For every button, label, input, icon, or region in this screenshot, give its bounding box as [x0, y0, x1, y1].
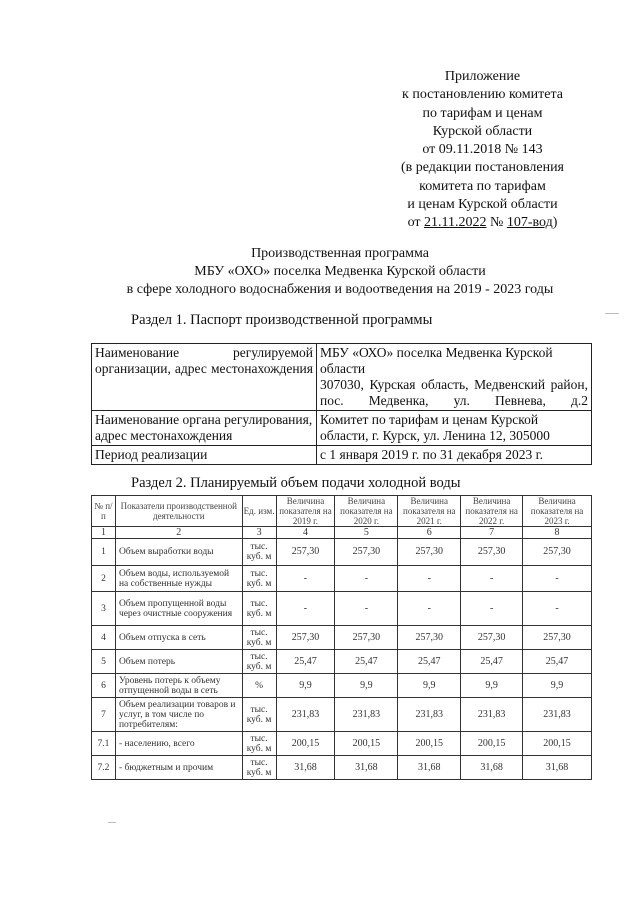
- row-value: -: [335, 592, 398, 626]
- row-unit: %: [242, 674, 276, 698]
- row-value: 231,83: [523, 698, 592, 732]
- row-number: 3: [92, 592, 116, 626]
- row-value: 25,47: [523, 650, 592, 674]
- row-name: Объем отпуска в сеть: [115, 626, 242, 650]
- row-value: 31,68: [276, 756, 335, 780]
- row-name: - населению, всего: [115, 732, 242, 756]
- row-name: - бюджетным и прочим: [115, 756, 242, 780]
- row-value: -: [461, 592, 523, 626]
- column-header: Величина показателя на 2020 г.: [335, 496, 398, 527]
- row-value: 231,83: [398, 698, 461, 732]
- passport-label: Наименование регулируемой организации, адрес местонахождения: [92, 344, 317, 411]
- column-header: Величина показателя на 2023 г.: [523, 496, 592, 527]
- row-number: 4: [92, 626, 116, 650]
- row-value: 31,68: [523, 756, 592, 780]
- row-value: 200,15: [335, 732, 398, 756]
- row-value: 9,9: [523, 674, 592, 698]
- appendix-line: комитета по тарифам: [419, 178, 546, 194]
- row-name: Уровень потерь к объему отпущенной воды в сеть: [115, 674, 242, 698]
- title-line: в сфере холодного водоснабжения и водоотведения на 2019 - 2023 годы: [126, 282, 554, 297]
- table-row: [92, 732, 592, 756]
- appendix-line-edition: от 21.11.2022 № 107-вод): [407, 215, 558, 231]
- column-index: 8: [523, 527, 592, 539]
- row-number: 5: [92, 650, 116, 674]
- appendix-line: Приложение: [444, 69, 521, 84]
- row-value: 257,30: [523, 626, 592, 650]
- row-value: 231,83: [461, 698, 523, 732]
- appendix-line: по тарифам и ценам: [422, 105, 543, 121]
- row-value: 9,9: [335, 674, 398, 698]
- edition-number: 107-вод: [506, 215, 553, 231]
- row-number: 7.1: [92, 732, 116, 756]
- column-index: 2: [115, 527, 242, 539]
- appendix-block: [380, 68, 585, 233]
- table-row: [92, 446, 592, 465]
- column-header: Ед. изм.: [242, 496, 276, 527]
- scan-mark: [108, 822, 116, 823]
- row-value: 31,68: [461, 756, 523, 780]
- passport-label: Период реализации: [92, 446, 317, 465]
- row-value: -: [523, 566, 592, 592]
- table-row: [92, 344, 592, 411]
- row-value: 25,47: [461, 650, 523, 674]
- row-name: Объем воды, используемой на собственные нужды: [115, 566, 242, 592]
- row-unit: тыс. куб. м: [242, 756, 276, 780]
- passport-table: [91, 343, 592, 465]
- row-value: -: [461, 566, 523, 592]
- column-index: 3: [242, 527, 276, 539]
- row-value: 200,15: [276, 732, 335, 756]
- row-unit: тыс. куб. м: [242, 539, 276, 566]
- row-value: 257,30: [523, 539, 592, 566]
- column-header: Величина показателя на 2021 г.: [398, 496, 461, 527]
- row-value: 200,15: [398, 732, 461, 756]
- passport-label: Наименование органа регулирования, адрес местонахождения: [92, 411, 317, 446]
- table-row: [92, 539, 592, 566]
- row-value: 257,30: [398, 539, 461, 566]
- program-title: [90, 245, 590, 299]
- edition-date: 21.11.2022: [424, 215, 487, 231]
- table-row: [92, 650, 592, 674]
- row-value: 9,9: [461, 674, 523, 698]
- row-value: 25,47: [398, 650, 461, 674]
- row-value: -: [276, 592, 335, 626]
- row-number: 1: [92, 539, 116, 566]
- column-header: Величина показателя на 2022 г.: [461, 496, 523, 527]
- appendix-line: и ценам Курской области: [407, 197, 558, 213]
- column-index-row: [92, 527, 592, 539]
- scan-mark: [605, 313, 619, 314]
- row-value: 257,30: [276, 626, 335, 650]
- row-value: 257,30: [276, 539, 335, 566]
- row-value: -: [398, 566, 461, 592]
- row-unit: тыс. куб. м: [242, 566, 276, 592]
- row-unit: тыс. куб. м: [242, 650, 276, 674]
- row-number: 7.2: [92, 756, 116, 780]
- row-value: -: [276, 566, 335, 592]
- row-unit: тыс. куб. м: [242, 698, 276, 732]
- row-name: Объем выработки воды: [115, 539, 242, 566]
- row-value: 231,83: [335, 698, 398, 732]
- row-unit: тыс. куб. м: [242, 732, 276, 756]
- title-line: МБУ «ОХО» поселка Медвенка Курской области: [194, 264, 486, 279]
- appendix-line: от 09.11.2018 № 143: [422, 142, 543, 158]
- row-value: -: [335, 566, 398, 592]
- row-name: Объем пропущенной воды через очистные сооружения: [115, 592, 242, 626]
- row-value: 9,9: [276, 674, 335, 698]
- row-value: 231,83: [276, 698, 335, 732]
- water-volume-table: [91, 495, 592, 780]
- table-row: [92, 756, 592, 780]
- row-value: -: [523, 592, 592, 626]
- column-index: 5: [335, 527, 398, 539]
- column-header: № п/п: [92, 496, 116, 527]
- table-header-row: [92, 496, 592, 527]
- row-number: 2: [92, 566, 116, 592]
- column-index: 4: [276, 527, 335, 539]
- column-header: Величина показателя на 2019 г.: [276, 496, 335, 527]
- table-row: [92, 674, 592, 698]
- row-value: 257,30: [461, 626, 523, 650]
- row-value: 257,30: [461, 539, 523, 566]
- column-index: 7: [461, 527, 523, 539]
- passport-value: МБУ «ОХО» поселка Медвенка Курской области 307030, Курская область, Медвенский район, пос. Медвенка, ул. Певнева, д.2: [317, 344, 592, 411]
- row-value: 200,15: [523, 732, 592, 756]
- table-row: [92, 698, 592, 732]
- row-value: 200,15: [461, 732, 523, 756]
- row-value: 31,68: [335, 756, 398, 780]
- section1-heading: Раздел 1. Паспорт производственной программы: [131, 312, 433, 328]
- column-index: 6: [398, 527, 461, 539]
- row-value: 31,68: [398, 756, 461, 780]
- row-number: 7: [92, 698, 116, 732]
- appendix-line: к постановлению комитета: [402, 87, 563, 103]
- row-value: 25,47: [276, 650, 335, 674]
- row-name: Объем реализации товаров и услуг, в том числе по потребителям:: [115, 698, 242, 732]
- row-value: 257,30: [398, 626, 461, 650]
- table-row: [92, 566, 592, 592]
- passport-value: с 1 января 2019 г. по 31 декабря 2023 г.: [317, 446, 592, 465]
- section2-heading: Раздел 2. Планируемый объем подачи холодной воды: [131, 475, 461, 491]
- table-row: [92, 411, 592, 446]
- row-value: 257,30: [335, 539, 398, 566]
- table-row: [92, 626, 592, 650]
- row-name: Объем потерь: [115, 650, 242, 674]
- row-unit: тыс. куб. м: [242, 626, 276, 650]
- table-row: [92, 592, 592, 626]
- row-value: 25,47: [335, 650, 398, 674]
- row-unit: тыс. куб. м: [242, 592, 276, 626]
- row-value: 257,30: [335, 626, 398, 650]
- appendix-line: (в редакции постановления: [400, 160, 565, 176]
- column-header: Показатели производственной деятельности: [115, 496, 242, 527]
- passport-value: Комитет по тарифам и ценам Курской области, г. Курск, ул. Ленина 12, 305000: [317, 411, 592, 446]
- column-index: 1: [92, 527, 116, 539]
- row-value: 9,9: [398, 674, 461, 698]
- title-line: Производственная программа: [251, 246, 429, 261]
- appendix-line: Курской области: [432, 123, 533, 139]
- row-value: -: [398, 592, 461, 626]
- row-number: 6: [92, 674, 116, 698]
